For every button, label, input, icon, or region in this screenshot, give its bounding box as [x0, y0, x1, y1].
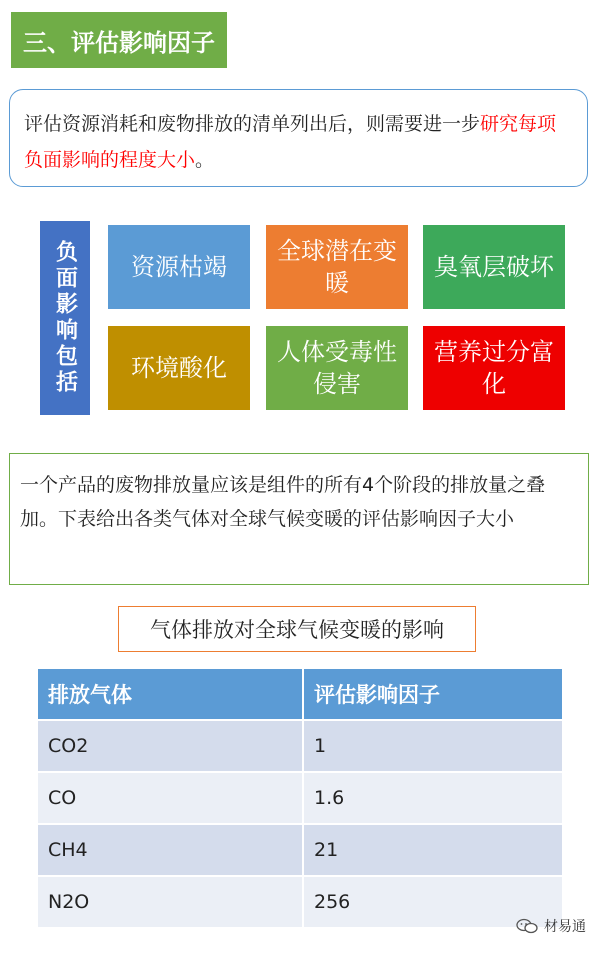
header-factor: 评估影响因子: [303, 669, 563, 720]
table-row: [38, 824, 563, 876]
impact-tile-eutrophication: 营养过分富化: [423, 326, 565, 410]
header-gas: 排放气体: [38, 669, 303, 720]
wechat-icon: [516, 918, 538, 934]
table-row: [38, 772, 563, 824]
impact-tile-acidification: 环境酸化: [108, 326, 250, 410]
intro-text: 评估资源消耗和废物排放的清单列出后，则需要进一步: [24, 113, 481, 135]
summary-text: 一个产品的废物排放量应该是组件的所有4个阶段的排放量之叠加。下表给出各类气体对全球气候变暖的评估影响因子大小: [20, 474, 546, 530]
impact-tile-ozone-depletion: 臭氧层破坏: [423, 225, 565, 309]
impact-tile-global-warming: 全球潜在变暖: [266, 225, 408, 309]
intro-highlight: 研究每项负面影响的程度大小: [24, 113, 557, 171]
cell-factor: 1.6: [303, 772, 563, 824]
cell-gas: CO2: [38, 720, 303, 772]
summary-callout: [9, 453, 589, 585]
watermark-text: 材易通: [544, 919, 586, 935]
intro-callout: [9, 89, 588, 187]
impacts-side-label: 负面影响包括: [40, 221, 90, 415]
watermark: [516, 916, 586, 936]
impact-tile-human-toxicity: 人体受毒性侵害: [266, 326, 408, 410]
intro-end: 。: [195, 149, 215, 171]
table-row: [38, 720, 563, 772]
section-title: 三、评估影响因子: [11, 12, 227, 68]
cell-gas: CH4: [38, 824, 303, 876]
table-row: [38, 876, 563, 927]
cell-factor: 256: [303, 876, 563, 927]
impact-tile-resource-depletion: 资源枯竭: [108, 225, 250, 309]
cell-factor: 21: [303, 824, 563, 876]
gas-impact-table: [38, 669, 564, 927]
cell-gas: CO: [38, 772, 303, 824]
cell-factor: 1: [303, 720, 563, 772]
table-title: 气体排放对全球气候变暖的影响: [118, 606, 476, 652]
table-header-row: [38, 669, 563, 720]
cell-gas: N2O: [38, 876, 303, 927]
